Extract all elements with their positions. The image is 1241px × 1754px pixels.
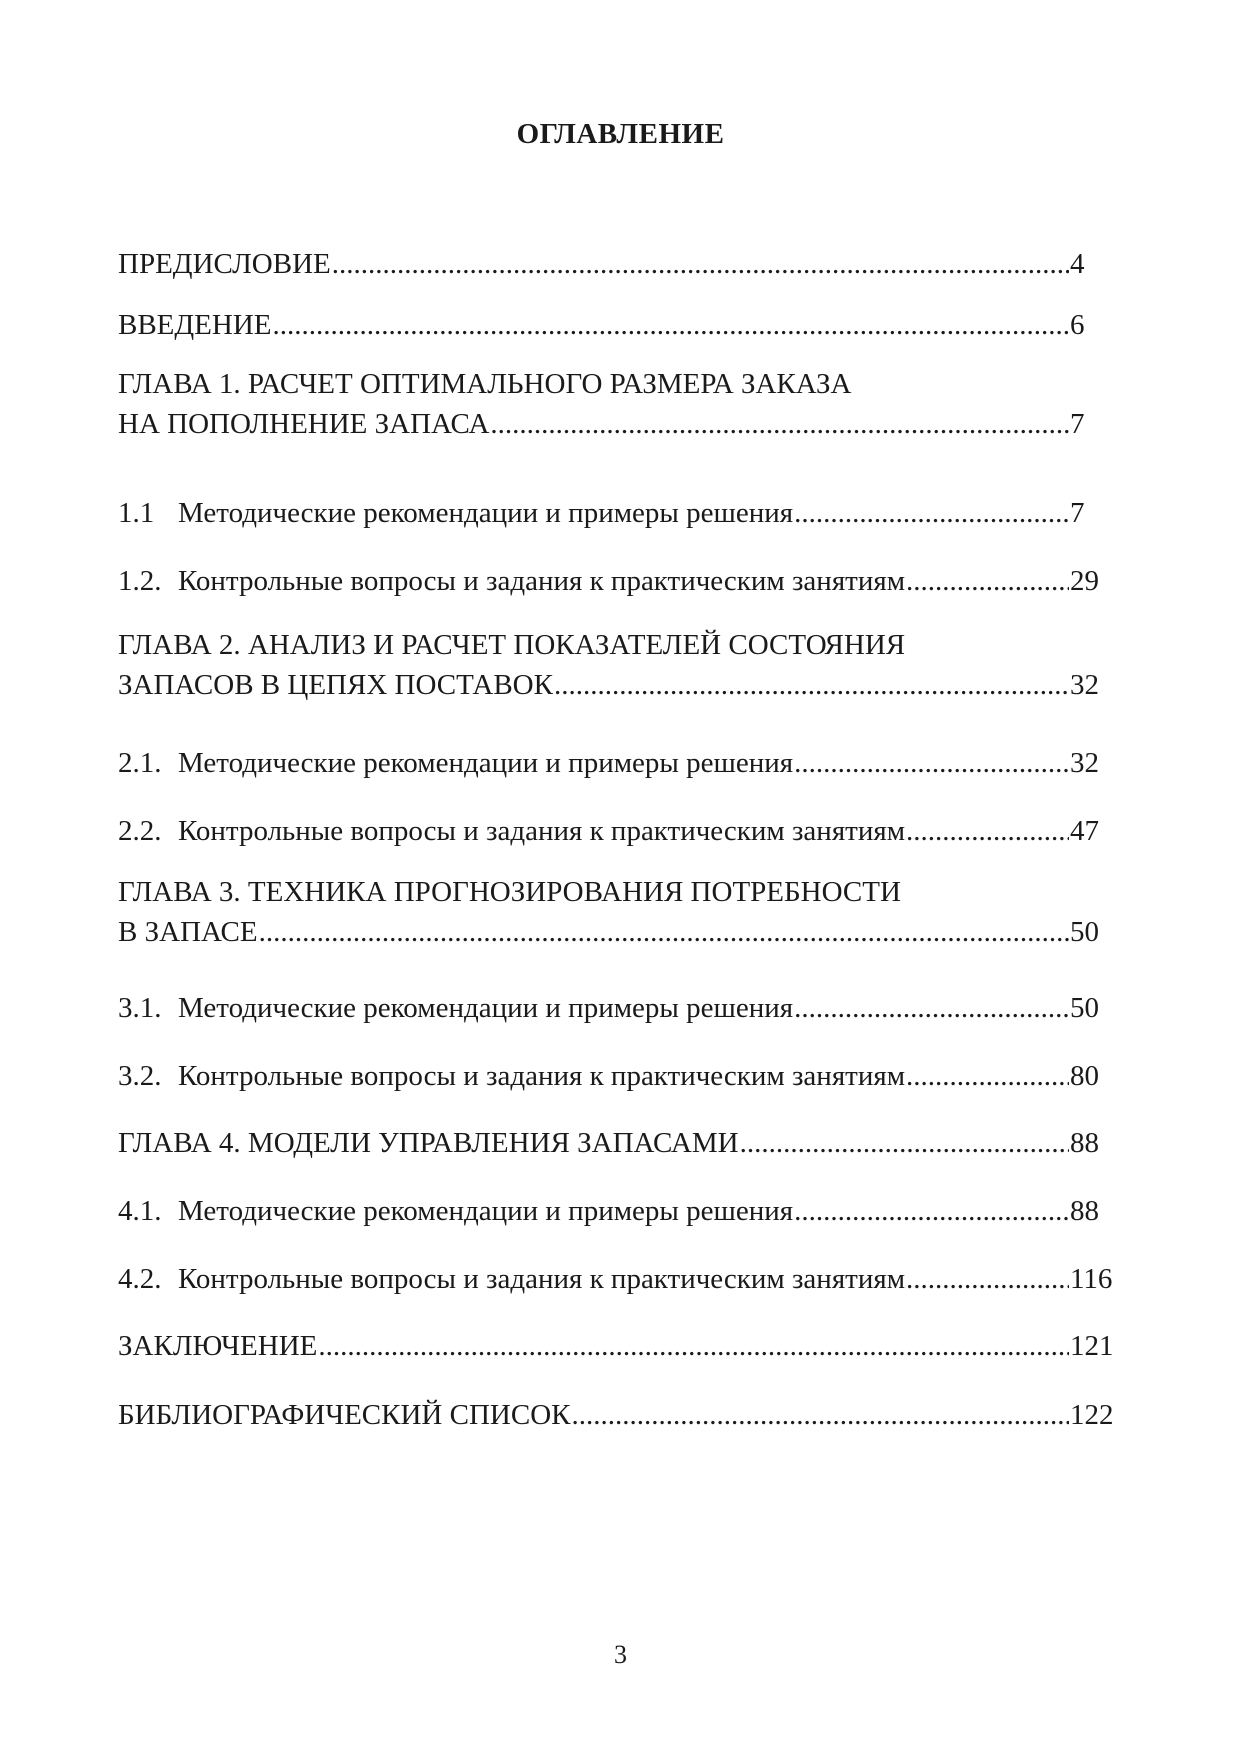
dot-leader bbox=[906, 561, 1069, 601]
toc-entry-section-3-2[interactable] bbox=[118, 1056, 1118, 1096]
toc-line bbox=[118, 743, 1118, 783]
toc-entry-section-4-1[interactable] bbox=[118, 1191, 1118, 1231]
toc-page-number: 32 bbox=[1070, 747, 1099, 779]
dot-leader bbox=[740, 1123, 1069, 1163]
toc-section-title: Контрольные вопросы и задания к практическим занятиям bbox=[178, 1263, 906, 1295]
toc-entry-title: ЗАПАСОВ В ЦЕПЯХ ПОСТАВОК bbox=[118, 665, 553, 705]
toc-chapter-title-line: ГЛАВА 1. РАСЧЕТ ОПТИМАЛЬНОГО РАЗМЕРА ЗАКАЗА bbox=[118, 368, 852, 400]
dot-leader bbox=[332, 244, 1069, 284]
toc-entry-title: ГЛАВА 4. МОДЕЛИ УПРАВЛЕНИЯ ЗАПАСАМИ bbox=[118, 1123, 739, 1163]
toc-section-title: Контрольные вопросы и задания к практическим занятиям bbox=[178, 565, 906, 597]
toc-entry-title: ПРЕДИСЛОВИЕ bbox=[118, 244, 331, 284]
toc-entry-bibliography[interactable] bbox=[118, 1395, 1118, 1435]
dot-leader bbox=[571, 1395, 1069, 1435]
toc-page-number: 121 bbox=[1070, 1330, 1114, 1362]
toc-page-number: 50 bbox=[1070, 916, 1099, 948]
toc-section-number: 1.2. bbox=[118, 565, 162, 597]
toc-entry-title: В ЗАПАСЕ bbox=[118, 912, 258, 952]
toc-page-number: 4 bbox=[1070, 248, 1085, 280]
toc-section-title: Контрольные вопросы и задания к практическим занятиям bbox=[178, 815, 906, 847]
toc-entry-title bbox=[118, 561, 905, 601]
toc-line bbox=[118, 1123, 1118, 1163]
toc-page-number: 47 bbox=[1070, 815, 1099, 847]
toc-line bbox=[118, 1191, 1118, 1231]
toc-section-title: Методические рекомендации и примеры решения bbox=[178, 497, 794, 529]
dot-leader bbox=[906, 1056, 1069, 1096]
toc-line bbox=[118, 404, 1118, 444]
toc-entry-section-4-2[interactable] bbox=[118, 1259, 1118, 1299]
toc-line bbox=[118, 244, 1118, 284]
page-number: 3 bbox=[614, 1640, 627, 1669]
toc-page-number: 6 bbox=[1070, 309, 1085, 341]
dot-leader bbox=[906, 811, 1069, 851]
toc-page-number: 7 bbox=[1070, 497, 1085, 529]
toc-entry-title bbox=[118, 1259, 905, 1299]
toc-section-number: 4.1. bbox=[118, 1195, 162, 1227]
toc-section-number: 4.2. bbox=[118, 1263, 162, 1295]
toc-section-number: 3.2. bbox=[118, 1060, 162, 1092]
toc-entry-introduction[interactable] bbox=[118, 305, 1118, 345]
toc-entry-title bbox=[118, 988, 793, 1028]
toc-line bbox=[118, 1259, 1118, 1299]
toc-entry-conclusion[interactable] bbox=[118, 1326, 1118, 1366]
toc-page-number: 7 bbox=[1070, 408, 1085, 440]
toc-entry-title bbox=[118, 493, 793, 533]
dot-leader bbox=[490, 404, 1069, 444]
toc-line bbox=[118, 811, 1118, 851]
toc-page-number: 116 bbox=[1070, 1263, 1113, 1295]
toc-section-number: 1.1 bbox=[118, 497, 155, 529]
toc-page-number: 122 bbox=[1070, 1399, 1114, 1431]
toc-entry-title bbox=[118, 743, 793, 783]
toc-entry-title: БИБЛИОГРАФИЧЕСКИЙ СПИСОК bbox=[118, 1395, 570, 1435]
dot-leader bbox=[794, 988, 1069, 1028]
toc-line bbox=[118, 561, 1118, 601]
toc-entry-chapter-2[interactable] bbox=[118, 625, 1118, 705]
toc-section-title: Методические рекомендации и примеры решения bbox=[178, 1195, 794, 1227]
toc-entry-chapter-4[interactable] bbox=[118, 1123, 1118, 1163]
toc-line bbox=[118, 1395, 1118, 1435]
toc-line bbox=[118, 305, 1118, 345]
page-title: ОГЛАВЛЕНИЕ bbox=[516, 118, 725, 150]
toc-page-number: 32 bbox=[1070, 669, 1099, 701]
toc-entry-section-1-1[interactable] bbox=[118, 493, 1118, 533]
dot-leader bbox=[318, 1326, 1069, 1366]
dot-leader bbox=[794, 493, 1069, 533]
dot-leader bbox=[794, 743, 1069, 783]
toc-chapter-title-line: ГЛАВА 2. АНАЛИЗ И РАСЧЕТ ПОКАЗАТЕЛЕЙ СОСТОЯНИЯ bbox=[118, 629, 906, 661]
dot-leader bbox=[259, 912, 1069, 952]
toc-entry-chapter-3[interactable] bbox=[118, 872, 1118, 952]
toc-page-number: 80 bbox=[1070, 1060, 1099, 1092]
toc-page-number: 88 bbox=[1070, 1195, 1099, 1227]
toc-entry-section-3-1[interactable] bbox=[118, 988, 1118, 1028]
toc-page-number: 50 bbox=[1070, 992, 1099, 1024]
toc-entry-title bbox=[118, 1191, 793, 1231]
toc-section-title: Методические рекомендации и примеры решения bbox=[178, 747, 794, 779]
toc-entry-title: ЗАКЛЮЧЕНИЕ bbox=[118, 1326, 317, 1366]
dot-leader bbox=[794, 1191, 1069, 1231]
toc-section-title: Методические рекомендации и примеры решения bbox=[178, 992, 794, 1024]
toc-entry-title: ВВЕДЕНИЕ bbox=[118, 305, 272, 345]
toc-line bbox=[118, 1326, 1118, 1366]
toc-entry-section-2-2[interactable] bbox=[118, 811, 1118, 851]
toc-chapter-title-line: ГЛАВА 3. ТЕХНИКА ПРОГНОЗИРОВАНИЯ ПОТРЕБНОСТИ bbox=[118, 876, 901, 908]
dot-leader bbox=[906, 1259, 1069, 1299]
toc-section-number: 3.1. bbox=[118, 992, 162, 1024]
toc-entry-section-2-1[interactable] bbox=[118, 743, 1118, 783]
toc-section-number: 2.1. bbox=[118, 747, 162, 779]
toc-entry-title bbox=[118, 1056, 905, 1096]
toc-line bbox=[118, 912, 1118, 952]
toc-entry-chapter-1[interactable] bbox=[118, 364, 1118, 444]
toc-entry-title: НА ПОПОЛНЕНИЕ ЗАПАСА bbox=[118, 404, 489, 444]
dot-leader bbox=[273, 305, 1070, 345]
toc-section-title: Контрольные вопросы и задания к практическим занятиям bbox=[178, 1060, 906, 1092]
toc-section-number: 2.2. bbox=[118, 815, 162, 847]
toc-page-number: 88 bbox=[1070, 1127, 1099, 1159]
toc-line bbox=[118, 1056, 1118, 1096]
toc-line bbox=[118, 988, 1118, 1028]
toc-entry-section-1-2[interactable] bbox=[118, 561, 1118, 601]
toc-line bbox=[118, 665, 1118, 705]
toc-page-number: 29 bbox=[1070, 565, 1099, 597]
toc-entry-preface[interactable] bbox=[118, 244, 1118, 284]
toc-entry-title bbox=[118, 811, 905, 851]
toc-line bbox=[118, 493, 1118, 533]
dot-leader bbox=[554, 665, 1069, 705]
